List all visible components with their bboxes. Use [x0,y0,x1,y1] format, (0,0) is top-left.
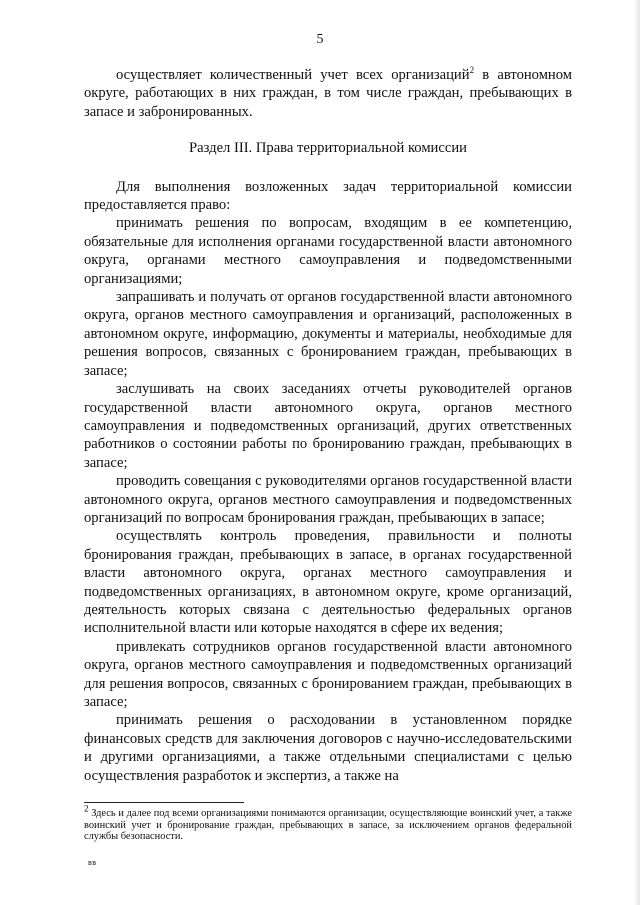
footnote-text: Здесь и далее под всеми организациями понимаются организации, осуществляющие воинский учет, а также воинский учет и бронирование граждан, пребывающих в запасе, за исключением органов федеральной службы безопасности. [84,808,572,842]
right-item-2: запрашивать и получать от органов государственной власти автономного округа, органов местного самоуправления и организаций, расположенных в автономном округе, информацию, документы и материалы, необходимые для решения вопросов, связанных с бронированием граждан, пребывающих в запасе; [84,289,572,379]
intro-paragraph: Для выполнения возложенных задач территориальной комиссии предоставляется право: [84,178,572,214]
page-number: 5 [316,32,324,47]
right-item-6: привлекать сотрудников органов государственной власти автономного округа, органов местного самоуправления и подведомственных организаций для решения вопросов, связанных с бронированием граждан, пребывающих в запасе; [84,638,572,710]
continuation-text: осуществляет количественный учет всех организаций [116,67,470,83]
page-edge [634,0,640,905]
footnote [84,803,572,843]
right-item-1: принимать решения по вопросам, входящим в ее компетенцию, обязательные для исполнения органами государственной власти автономного округа, органами местного самоуправления и подведомственными организациями; [84,215,572,287]
footer-code: вв [88,858,97,867]
right-item-7: принимать решения о расходовании в установленном порядке финансовых средств для заключения договоров с научно-исследовательскими и другими организациями, а также отдельными специалистами с целью осуществления разработок и экспертиз, а также на [84,712,572,784]
right-item-5: осуществлять контроль проведения, правильности и полноты бронирования граждан, пребывающих в запасе, в органах государственной власти автономного округа, органах местного самоуправления и подведомственных организациях, в автономном округе, кроме организаций, деятельность которых связана с деятельностью федеральных органов исполнительной власти или которые находятся в сфере их ведения; [84,528,572,637]
footnote-divider [84,802,244,803]
footnote-marker: 2 [84,803,89,814]
continuation-text-tail: в автономном округе, работающих в них граждан, в том числе граждан, пребывающих в запасе и забронированных. [84,67,572,120]
page-body [84,66,572,785]
continuation-paragraph [84,66,572,121]
section-heading: Раздел III. Права территориальной комиссии [189,140,467,157]
right-item-4: проводить совещания с руководителями органов государственной власти автономного округа, органов местного самоуправления и подведомственных организаций по вопросам бронирования граждан, пребывающих в запасе; [84,473,572,526]
right-item-3: заслушивать на своих заседаниях отчеты руководителей органов государственной власти автономного округа, органов местного самоуправления и подведомственных организаций, других ответственных работников о состоянии работы по бронированию граждан, пребывающих в запасе; [84,381,572,471]
footnote-reference: 2 [469,65,475,76]
